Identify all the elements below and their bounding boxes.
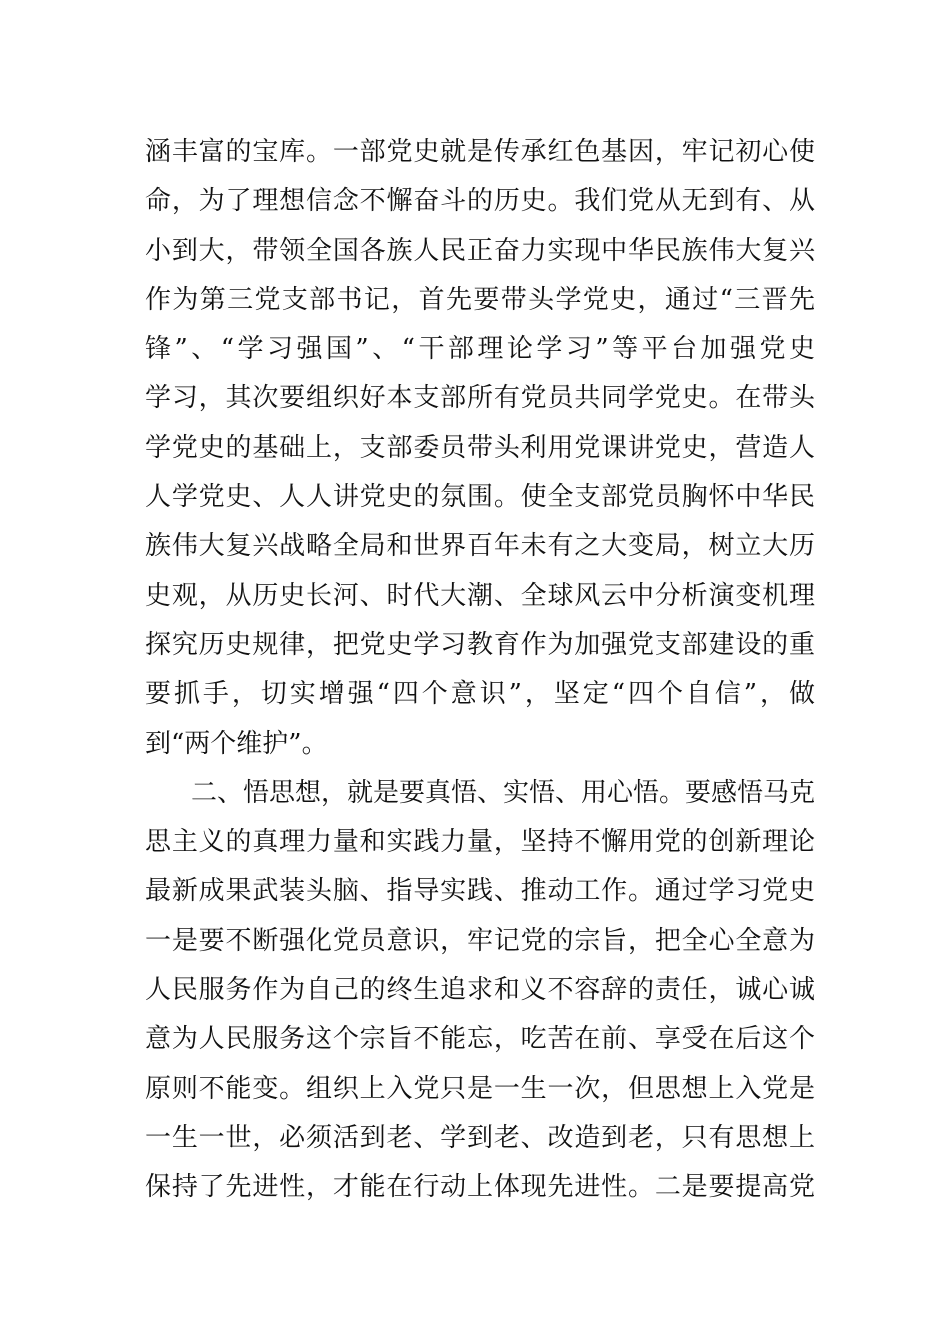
text-line-6: 学习，其次要组织好本支部所有党员共同学党史。在带头 [145,383,815,414]
text-line-19: 意为人民服务这个宗旨不能忘，吃苦在前、享受在后这个 [145,1024,815,1055]
text-line-3: 小到大，带领全国各族人民正奋力实现中华民族伟大复兴 [145,235,815,266]
text-line-10: 史观，从历史长河、时代大潮、全球风云中分析演变机理 [145,580,815,611]
text-line-11: 探究历史规律，把党史学习教育作为加强党支部建设的重 [145,629,815,660]
text-line-2: 命，为了理想信念不懈奋斗的历史。我们党从无到有、从 [145,186,815,217]
text-line-12: 要抓手，切实增强“四个意识”，坚定“四个自信”，做 [145,679,815,710]
text-line-1: 涵丰富的宝库。一部党史就是传承红色基因，牢记初心使 [145,137,815,167]
text-line-9: 族伟大复兴战略全局和世界百年未有之大变局，树立大历 [145,531,815,562]
text-line-4: 作为第三党支部书记，首先要带头学党史，通过“三晋先 [145,284,815,315]
text-line-13: 到“两个维护”。 [145,728,328,759]
text-line-17: 一是要不断强化党员意识，牢记党的宗旨，把全心全意为 [145,925,815,956]
text-line-22: 保持了先进性，才能在行动上体现先进性。二是要提高党 [145,1172,815,1203]
text-line-20: 原则不能变。组织上入党只是一生一次，但思想上入党是 [145,1073,815,1104]
text-line-18: 人民服务作为自己的终生追求和义不容辞的责任，诚心诚 [145,975,815,1006]
text-line-16: 最新成果武装头脑、指导实践、推动工作。通过学习党史 [145,876,815,907]
text-line-15: 思主义的真理力量和实践力量，坚持不懈用党的创新理论 [145,827,815,858]
body-text [145,128,815,1213]
text-line-14: 二、悟思想，就是要真悟、实悟、用心悟。要感悟马克 [191,777,815,808]
text-line-5: 锋”、“学习强国”、“干部理论学习”等平台加强党史 [145,334,815,365]
text-line-8: 人学党史、人人讲党史的氛围。使全支部党员胸怀中华民 [145,482,815,513]
text-line-21: 一生一世，必须活到老、学到老、改造到老，只有思想上 [145,1122,815,1153]
text-line-7: 学党史的基础上，支部委员带头利用党课讲党史，营造人 [145,432,815,463]
